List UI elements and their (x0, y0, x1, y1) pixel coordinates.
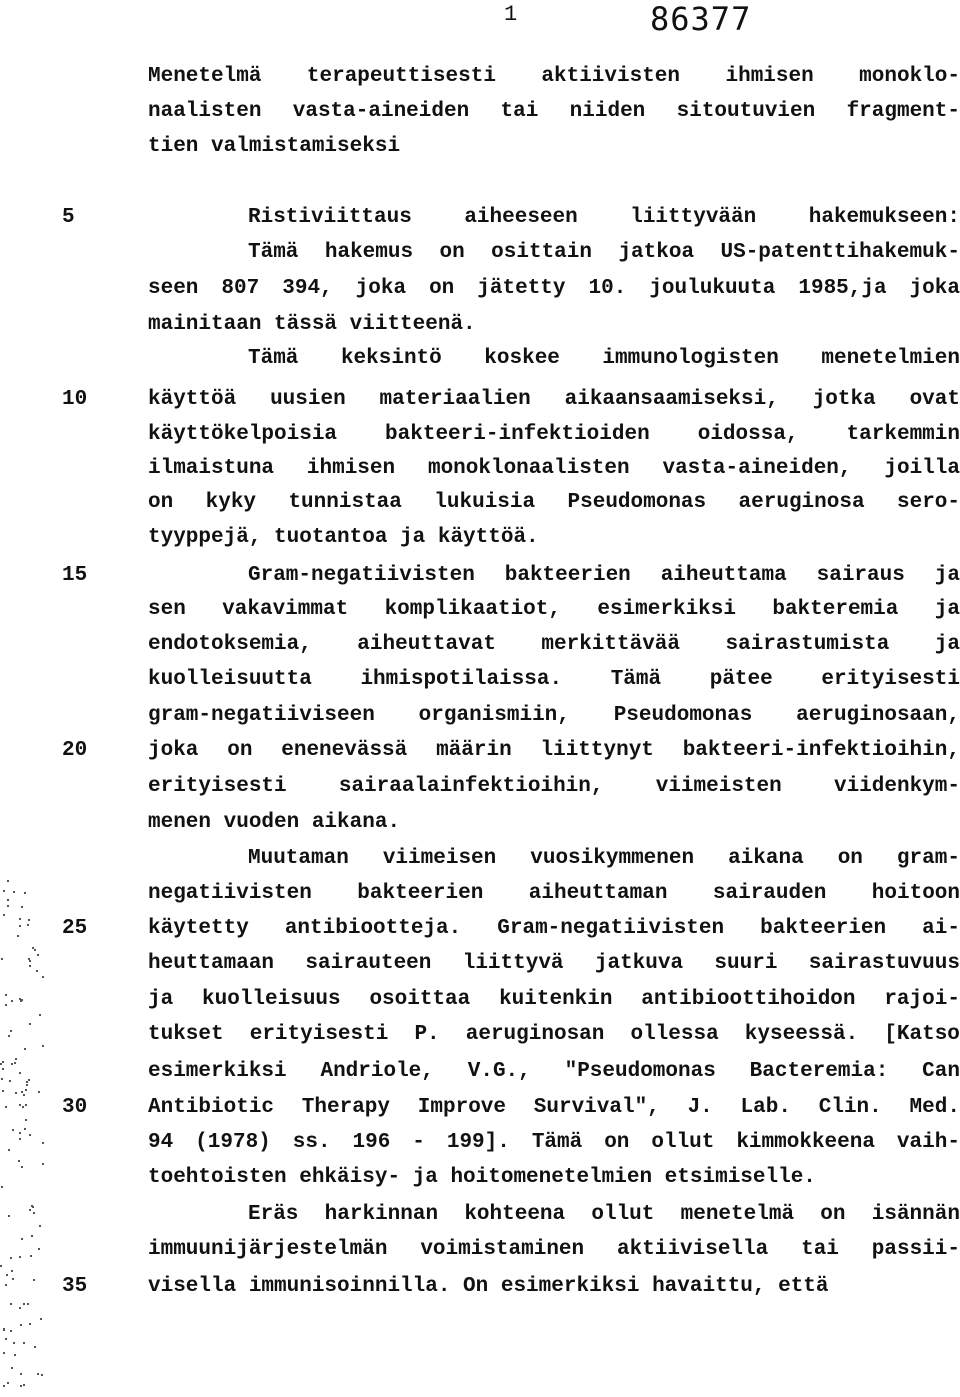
text-line: naalisten vasta-aineiden tai niiden sitoutuvien fragment- (148, 100, 960, 123)
text-line: sen vakavimmat komplikaatiot, esimerkiksi bakteremia ja (148, 598, 960, 621)
text-line: Gram-negatiivisten bakteerien aiheuttama sairaus ja (248, 564, 960, 587)
line-number: 30 (62, 1096, 88, 1119)
text-line: Menetelmä terapeuttisesti aktiivisten ihmisen monoklo- (148, 65, 960, 88)
page-number: 1 (504, 2, 518, 27)
text-line: ja kuolleisuus osoittaa kuitenkin antibioottihoidon rajoi- (148, 988, 960, 1011)
text-line: on kyky tunnistaa lukuisia Pseudomonas aeruginosa sero- (148, 491, 960, 514)
text-line: Tämä keksintö koskee immunologisten menetelmien (248, 347, 960, 370)
line-number: 5 (62, 206, 75, 229)
text-line: Ristiviittaus aiheeseen liittyvään hakemukseen: (248, 206, 960, 229)
text-line: negatiivisten bakteerien aiheuttaman sairauden hoitoon (148, 882, 960, 905)
text-line: käytetty antibiootteja. Gram-negatiivisten bakteerien ai- (148, 917, 960, 940)
text-line: tukset erityisesti P. aeruginosan ollessa kyseessä. [Katso (148, 1023, 960, 1046)
line-number: 10 (62, 388, 88, 411)
text-line: ilmaistuna ihmisen monoklonaalisten vasta-aineiden, joilla (148, 457, 960, 480)
text-line: mainitaan tässä viitteenä. (148, 313, 476, 336)
text-line: seen 807 394, joka on jätetty 10. joulukuuta 1985,ja joka (148, 277, 960, 300)
text-line: menen vuoden aikana. (148, 811, 401, 834)
text-line: immuunijärjestelmän voimistaminen aktiivisella tai passii- (148, 1238, 960, 1261)
line-number: 25 (62, 917, 88, 940)
line-number: 15 (62, 564, 88, 587)
text-line: Antibiotic Therapy Improve Survival", J. Lab. Clin. Med. (148, 1096, 960, 1119)
document-number: 86377 (650, 0, 752, 38)
line-number: 35 (62, 1275, 88, 1298)
text-line: 94 (1978) ss. 196 - 199]. Tämä on ollut kimmokkeena vaih- (148, 1131, 960, 1154)
text-line: visella immunisoinnilla. On esimerkiksi havaittu, että (148, 1275, 829, 1298)
text-line: Tämä hakemus on osittain jatkoa US-patenttihakemuk- (248, 241, 960, 264)
text-line: käyttökelpoisia bakteeri-infektioiden oidossa, tarkemmin (148, 423, 960, 446)
text-line: kuolleisuutta ihmispotilaissa. Tämä pätee erityisesti (148, 668, 960, 691)
text-line: joka on enenevässä määrin liittynyt bakteeri-infektioihin, (148, 739, 960, 762)
text-line: Eräs harkinnan kohteena ollut menetelmä on isännän (248, 1203, 960, 1226)
line-number: 20 (62, 739, 88, 762)
text-line: Muutaman viimeisen vuosikymmenen aikana on gram- (248, 847, 960, 870)
text-line: endotoksemia, aiheuttavat merkittävää sairastumista ja (148, 633, 960, 656)
text-line: gram-negatiiviseen organismiin, Pseudomonas aeruginosaan, (148, 704, 960, 727)
text-line: tyyppejä, tuotantoa ja käyttöä. (148, 526, 539, 549)
text-line: erityisesti sairaalainfektioihin, viimeisten viidenkym- (148, 775, 960, 798)
text-line: tien valmistamiseksi (148, 135, 401, 158)
text-line: esimerkiksi Andriole, V.G., "Pseudomonas Bacteremia: Can (148, 1060, 960, 1083)
scan-speckle-margin (0, 880, 48, 1397)
text-line: käyttöä uusien materiaalien aikaansaamiseksi, jotka ovat (148, 388, 960, 411)
text-line: heuttamaan sairauteen liittyvä jatkuva suuri sairastuvuus (148, 952, 960, 975)
text-line: toehtoisten ehkäisy- ja hoitomenetelmien etsimiselle. (148, 1166, 816, 1189)
